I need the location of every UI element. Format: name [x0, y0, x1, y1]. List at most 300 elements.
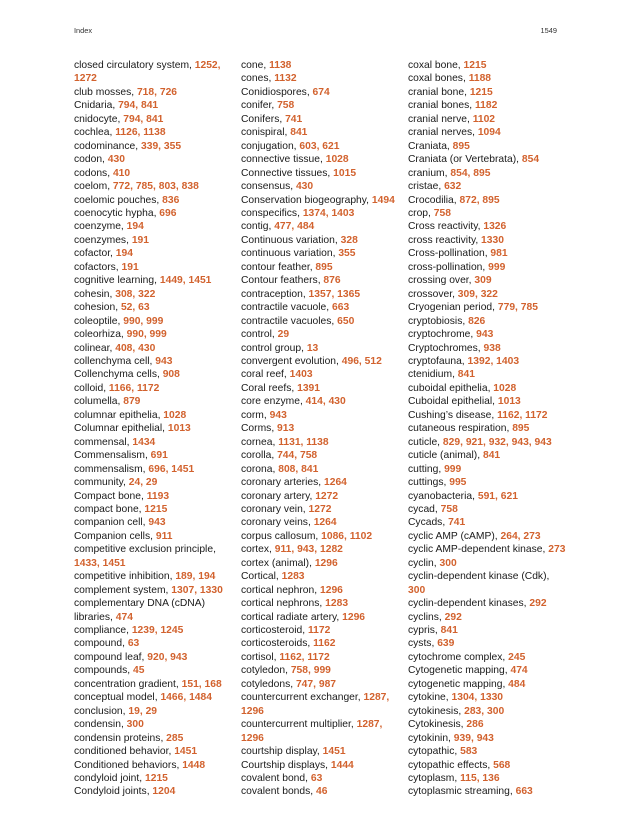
index-entry	[408, 153, 568, 166]
index-page-refs[interactable]: 826	[468, 315, 486, 327]
index-page-refs[interactable]: 1162, 1172	[279, 651, 330, 663]
index-page-refs[interactable]: 194	[115, 248, 133, 260]
index-column-1	[74, 59, 234, 799]
index-term: cnidocyte,	[74, 113, 124, 125]
index-term: crop,	[408, 207, 434, 219]
index-term: cranial nerves,	[408, 127, 478, 139]
index-page-refs[interactable]: 943	[476, 329, 494, 341]
index-page-refs[interactable]: 841	[457, 369, 475, 381]
index-entry	[74, 315, 234, 328]
index-term: codominance,	[74, 140, 141, 152]
index-page-refs[interactable]: 29	[277, 329, 290, 341]
index-page-refs[interactable]: 1013	[167, 423, 191, 435]
index-entry	[241, 718, 401, 745]
index-entry	[408, 543, 568, 556]
index-entry	[408, 759, 568, 772]
index-page-refs[interactable]: 1215	[144, 773, 168, 785]
index-page-refs[interactable]: 1304, 1330	[451, 692, 504, 704]
index-term: corona,	[241, 463, 279, 475]
index-entry	[241, 355, 401, 368]
index-term: cognitive learning,	[74, 275, 160, 287]
index-page-refs[interactable]: 45	[132, 665, 145, 677]
index-page-refs[interactable]: 1357, 1365	[308, 288, 361, 300]
index-page-refs[interactable]: 1188	[468, 73, 492, 85]
index-page-refs[interactable]: 744, 758	[277, 450, 318, 462]
index-page-refs[interactable]: 1451	[322, 746, 346, 758]
index-page-refs[interactable]: 115, 136	[460, 773, 500, 785]
index-page-refs[interactable]: 920, 943	[147, 651, 188, 663]
index-page-refs[interactable]: 981	[490, 248, 508, 260]
index-page-refs[interactable]: 1162, 1172	[497, 409, 548, 421]
index-term: compact bone,	[74, 503, 145, 515]
index-entry	[408, 422, 568, 435]
index-page-refs[interactable]: 1283	[325, 598, 349, 610]
index-term: cortisol,	[241, 651, 280, 663]
index-entry	[408, 705, 568, 718]
index-page-refs[interactable]: 63	[127, 638, 140, 650]
index-page-refs[interactable]: 674	[312, 86, 330, 98]
index-entry	[74, 140, 234, 153]
index-entry	[74, 651, 234, 664]
index-page-refs[interactable]: 836	[162, 194, 180, 206]
index-term: cyanobacteria,	[408, 490, 478, 502]
index-page-refs[interactable]: 1296	[342, 611, 366, 623]
index-page-refs[interactable]: 1391	[297, 382, 321, 394]
index-term: contour feather,	[241, 261, 316, 273]
index-page-refs[interactable]: 292	[529, 598, 547, 610]
index-page-refs[interactable]: 1264	[323, 477, 347, 489]
index-term: coxal bones,	[408, 73, 469, 85]
index-page-refs[interactable]: 794, 841	[118, 100, 159, 112]
index-term: Compact bone,	[74, 490, 147, 502]
index-page-refs[interactable]: 591, 621	[477, 490, 518, 502]
index-page-refs[interactable]: 650	[337, 315, 355, 327]
index-entry	[74, 503, 234, 516]
index-entry	[408, 328, 568, 341]
index-page-refs[interactable]: 583	[460, 746, 478, 758]
index-entry	[408, 691, 568, 704]
index-page-refs[interactable]: 568	[493, 759, 511, 771]
index-entry	[408, 490, 568, 503]
index-page-refs[interactable]: 1162	[313, 638, 336, 650]
index-page-refs[interactable]: 309, 322	[457, 288, 498, 300]
index-entry	[408, 624, 568, 637]
index-page-refs[interactable]: 1451	[174, 746, 198, 758]
index-entry	[241, 651, 401, 664]
index-page-refs[interactable]: 151, 168	[181, 678, 222, 690]
index-page-refs[interactable]: 1193	[146, 490, 170, 502]
index-page-refs[interactable]: 1138	[269, 60, 292, 71]
index-term: Coral reefs,	[241, 382, 298, 394]
index-page-refs[interactable]: 1434	[132, 436, 156, 448]
index-page-refs[interactable]: 1272	[308, 503, 332, 515]
index-page-refs[interactable]: 24, 29	[128, 477, 158, 489]
index-entry	[408, 637, 568, 650]
index-page-refs[interactable]: 908	[162, 369, 180, 381]
index-term: Cycads,	[408, 517, 449, 529]
index-page-refs[interactable]: 999	[444, 463, 462, 475]
index-page-refs[interactable]: 46	[316, 786, 328, 798]
index-page-refs[interactable]: 300	[439, 557, 457, 569]
index-page-refs[interactable]: 938	[483, 342, 501, 354]
index-page-refs[interactable]: 663	[332, 302, 350, 314]
index-entry	[408, 503, 568, 516]
index-term: columnar epithelia,	[74, 409, 164, 421]
index-entry	[241, 584, 401, 597]
index-page-refs[interactable]: 741	[448, 517, 466, 529]
index-page-refs[interactable]: 414, 430	[305, 396, 346, 408]
index-entry	[408, 220, 568, 233]
index-page-refs[interactable]: 1433, 1451	[74, 557, 126, 569]
index-page-refs[interactable]: 841	[482, 450, 501, 462]
index-term: continuous variation,	[241, 248, 339, 260]
index-page-refs[interactable]: 1287, 1296	[241, 719, 383, 744]
index-page-refs[interactable]: 283, 300	[464, 705, 505, 717]
index-term: cytogenetic mapping,	[408, 678, 509, 690]
index-page-refs[interactable]: 1126, 1138	[115, 127, 166, 139]
index-page-refs[interactable]: 1166, 1172	[108, 382, 160, 394]
index-entry	[241, 153, 401, 166]
index-term: conceptual model,	[74, 692, 161, 704]
index-entry	[74, 490, 234, 503]
index-entry	[74, 99, 234, 112]
index-term: Condyloid joints,	[74, 786, 153, 798]
index-page-refs[interactable]: 758, 999	[290, 665, 331, 677]
index-page-refs[interactable]: 691	[150, 450, 168, 462]
index-page-refs[interactable]: 990, 999	[123, 315, 164, 327]
index-page-refs[interactable]: 632	[444, 181, 462, 193]
index-entry	[408, 113, 568, 126]
index-page-refs[interactable]: 779, 785	[497, 302, 538, 314]
index-page-refs[interactable]: 300	[126, 719, 144, 731]
index-term: covalent bond,	[241, 773, 311, 785]
index-page-refs[interactable]: 1287, 1296	[241, 692, 390, 717]
index-page-refs[interactable]: 430	[295, 181, 314, 193]
index-page-refs[interactable]: 484	[508, 678, 526, 690]
index-page-refs[interactable]: 52, 63	[120, 302, 150, 314]
index-page-refs[interactable]: 300	[408, 584, 426, 596]
index-page-refs[interactable]: 1102	[472, 113, 496, 125]
index-page-refs[interactable]: 1466, 1484	[160, 692, 212, 704]
index-page-refs[interactable]: 1444	[330, 759, 354, 771]
index-page-refs[interactable]: 292	[444, 611, 462, 623]
index-page-refs[interactable]: 1215	[469, 86, 493, 98]
index-page-refs[interactable]: 1330	[481, 234, 504, 246]
index-page-refs[interactable]: 794, 841	[123, 113, 164, 125]
index-page-refs[interactable]: 876	[323, 275, 341, 287]
index-page-refs[interactable]: 1215	[144, 503, 168, 515]
index-term: connective tissue,	[241, 154, 326, 166]
index-page-refs[interactable]: 1392, 1403	[467, 355, 520, 367]
index-page-refs[interactable]: 308, 322	[115, 288, 156, 300]
index-term: crossing over,	[408, 275, 475, 287]
index-page-refs[interactable]: 1283	[281, 571, 305, 583]
index-entry	[408, 355, 568, 368]
index-page-refs[interactable]: 1013	[497, 396, 521, 408]
index-entry	[408, 664, 568, 677]
index-page-refs[interactable]: 772, 785, 803, 838	[112, 181, 199, 193]
index-entry	[241, 247, 401, 260]
index-entry	[74, 180, 234, 193]
index-page-refs[interactable]: 995	[449, 477, 467, 489]
index-page-refs[interactable]: 911, 943, 1282	[274, 544, 343, 556]
index-page-refs[interactable]: 943	[155, 355, 173, 367]
index-page-refs[interactable]: 63	[310, 773, 323, 785]
index-entry	[408, 732, 568, 745]
index-page-refs[interactable]: 1182	[474, 100, 498, 112]
index-entry	[408, 126, 568, 139]
index-page-refs[interactable]: 913	[277, 423, 295, 435]
index-term: cofactor,	[74, 248, 116, 260]
index-page-refs[interactable]: 273	[548, 544, 566, 556]
index-page-refs[interactable]: 1028	[163, 409, 187, 421]
index-entry	[74, 220, 234, 233]
index-term: Cryptochromes,	[408, 342, 484, 354]
index-page-refs[interactable]: 285	[166, 732, 184, 744]
index-entry	[241, 72, 401, 85]
index-page-refs[interactable]: 1307, 1330	[171, 584, 223, 596]
index-page-refs[interactable]: 895	[452, 140, 470, 152]
index-entry	[241, 234, 401, 247]
page-number: 1549	[540, 26, 557, 35]
index-page-refs[interactable]: 410	[112, 167, 131, 179]
index-page-refs[interactable]: 718, 726	[136, 86, 178, 98]
index-page-refs[interactable]: 879	[123, 396, 141, 408]
index-entry	[74, 207, 234, 220]
index-page-refs[interactable]: 872, 895	[459, 194, 500, 206]
index-page-refs[interactable]: 189, 194	[175, 571, 216, 583]
index-entry	[241, 691, 401, 718]
index-page-refs[interactable]: 696, 1451	[148, 463, 195, 475]
index-term: countercurrent exchanger,	[241, 692, 364, 704]
index-term: cytoplasmic streaming,	[408, 786, 516, 798]
index-entry	[408, 718, 568, 731]
index-page-refs[interactable]: 1272	[315, 490, 339, 502]
index-page-refs[interactable]: 758	[277, 100, 295, 112]
index-term: control,	[241, 329, 278, 341]
index-term: conispiral,	[241, 127, 291, 139]
index-page-refs[interactable]: 758	[433, 207, 451, 219]
index-term: core enzyme,	[241, 396, 306, 408]
index-page-refs[interactable]: 1403	[289, 369, 313, 381]
index-term: competitive inhibition,	[74, 571, 176, 583]
index-entry	[241, 409, 401, 422]
index-term: Cryogenian period,	[408, 302, 498, 314]
index-term: concentration gradient,	[74, 678, 182, 690]
index-term: compounds,	[74, 665, 133, 677]
index-term: corticosteroid,	[241, 625, 308, 637]
index-page-refs[interactable]: 1326	[483, 221, 507, 233]
index-term: cutting,	[408, 463, 445, 475]
index-page-refs[interactable]: 1296	[320, 584, 343, 596]
index-entry	[241, 449, 401, 462]
index-entry	[408, 611, 568, 624]
index-entry	[408, 557, 568, 570]
index-page-refs[interactable]: 19, 29	[128, 705, 158, 717]
index-term: cyclins,	[408, 611, 445, 623]
index-page-refs[interactable]: 477, 484	[274, 221, 315, 233]
index-page-refs[interactable]: 1028	[325, 154, 349, 166]
index-page-refs[interactable]: 496, 512	[341, 355, 382, 367]
index-page-refs[interactable]: 1094	[477, 127, 501, 139]
index-term: cortical nephrons,	[241, 598, 326, 610]
index-term: contraception,	[241, 288, 309, 300]
index-page-refs[interactable]: 943	[148, 517, 166, 529]
index-page-refs[interactable]: 1028	[493, 382, 517, 394]
index-page-refs[interactable]: 430	[107, 154, 125, 166]
index-entry	[241, 664, 401, 677]
index-page-refs[interactable]: 603, 621	[299, 140, 340, 152]
index-entry	[241, 301, 401, 314]
index-term: cutaneous respiration,	[408, 423, 513, 435]
index-page-refs[interactable]: 1132	[274, 73, 297, 85]
index-term: coelomic pouches,	[74, 194, 163, 206]
index-term: cytokinesis,	[408, 705, 465, 717]
index-entry	[74, 194, 234, 207]
index-term: codons,	[74, 167, 113, 179]
index-entry	[241, 624, 401, 637]
index-page-refs[interactable]: 1252, 1272	[74, 60, 221, 85]
index-page-refs[interactable]: 1449, 1451	[159, 275, 212, 287]
index-term: cotyledon,	[241, 665, 291, 677]
index-entry	[408, 315, 568, 328]
index-term: companion cell,	[74, 517, 149, 529]
index-page-refs[interactable]: 943	[269, 409, 287, 421]
index-entry	[241, 476, 401, 489]
index-term: condyloid joint,	[74, 773, 145, 785]
index-page-refs[interactable]: 309	[474, 275, 492, 287]
index-entry	[408, 247, 568, 260]
index-page-refs[interactable]: 663	[515, 786, 533, 798]
index-page-refs[interactable]: 696	[159, 207, 177, 219]
index-term: cross-pollination,	[408, 261, 489, 273]
index-page-refs[interactable]: 1374, 1403	[302, 207, 355, 219]
index-entry	[408, 476, 568, 489]
index-page-refs[interactable]: 808, 841	[278, 463, 319, 475]
index-page-refs[interactable]: 286	[466, 719, 484, 731]
index-page-refs[interactable]: 999	[488, 261, 506, 273]
index-entry	[408, 449, 568, 462]
index-term: ctenidium,	[408, 369, 458, 381]
index-page-refs[interactable]: 895	[315, 261, 333, 273]
index-entry	[74, 516, 234, 529]
index-page-refs[interactable]: 747, 987	[295, 678, 337, 690]
index-term: countercurrent multiplier,	[241, 719, 357, 731]
index-page-refs[interactable]: 1494	[371, 194, 395, 206]
index-page-refs[interactable]: 191	[131, 234, 149, 246]
index-page-refs[interactable]: 328	[340, 234, 358, 246]
index-entry	[241, 99, 401, 112]
index-page-refs[interactable]: 639	[437, 638, 455, 650]
index-entry	[408, 463, 568, 476]
index-term: Companion cells,	[74, 530, 156, 542]
index-page-refs[interactable]: 911	[155, 530, 173, 542]
index-page-refs[interactable]: 1204	[152, 786, 176, 798]
index-entry	[408, 301, 568, 314]
index-page-refs[interactable]: 1239, 1245	[131, 625, 184, 637]
index-page-refs[interactable]: 1296	[314, 557, 338, 569]
index-entry	[74, 113, 234, 126]
index-page-refs[interactable]: 13	[306, 342, 319, 354]
index-term: cyclic AMP (cAMP),	[408, 530, 501, 542]
index-entry	[74, 86, 234, 99]
index-entry	[241, 516, 401, 529]
index-entry	[408, 288, 568, 301]
index-page-refs[interactable]: 758	[440, 503, 458, 515]
index-page-refs[interactable]: 408, 430	[115, 342, 156, 354]
index-entry	[408, 72, 568, 85]
index-entry	[241, 207, 401, 220]
index-term: conditioned behavior,	[74, 746, 175, 758]
index-page-refs[interactable]: 854, 895	[450, 167, 491, 179]
index-term: condensin proteins,	[74, 732, 167, 744]
index-page-refs[interactable]: 741	[285, 113, 303, 125]
index-term: cytochrome complex,	[408, 651, 509, 663]
index-term: cranial nerve,	[408, 113, 473, 125]
index-page-refs[interactable]: 1015	[333, 167, 357, 179]
index-term: Crocodilia,	[408, 194, 460, 206]
index-page-refs[interactable]: 939, 943	[453, 732, 494, 744]
index-term: cortex (animal),	[241, 557, 315, 569]
index-page-refs[interactable]: 841	[440, 625, 458, 637]
index-page-refs[interactable]: 1264	[313, 517, 337, 529]
index-term: Cross reactivity,	[408, 221, 484, 233]
index-page-refs[interactable]: 841	[290, 127, 308, 139]
index-page-refs[interactable]: 355	[338, 248, 356, 260]
index-page-refs[interactable]: 339, 355	[140, 140, 182, 152]
index-entry	[241, 113, 401, 126]
index-page-refs[interactable]: 264, 273	[500, 530, 541, 542]
index-entry	[408, 651, 568, 664]
index-page-refs[interactable]: 1131, 1138	[278, 436, 329, 448]
index-page-refs[interactable]: 474	[510, 665, 528, 677]
index-entry	[408, 570, 568, 597]
index-page-refs[interactable]: 194	[126, 221, 144, 233]
index-page-refs[interactable]: 854	[521, 154, 540, 166]
index-entry	[74, 395, 234, 408]
index-entry	[74, 664, 234, 677]
index-page-refs[interactable]: 1172	[307, 625, 331, 637]
index-term: cranial bones,	[408, 100, 475, 112]
index-page-refs[interactable]: 474	[115, 611, 133, 623]
index-term: cortex,	[241, 544, 275, 556]
index-entry	[74, 624, 234, 637]
index-term: Conditioned behaviors,	[74, 759, 183, 771]
index-term: cones,	[241, 73, 275, 85]
index-page-refs[interactable]: 191	[121, 261, 139, 273]
index-term: cotyledons,	[241, 678, 296, 690]
index-term: community,	[74, 477, 129, 489]
index-entry	[408, 368, 568, 381]
index-entry	[241, 126, 401, 139]
index-term: columella,	[74, 396, 124, 408]
index-page-refs[interactable]: 829, 921, 932, 943, 943	[442, 436, 552, 448]
index-term: cornea,	[241, 436, 279, 448]
index-page-refs[interactable]: 1448	[182, 759, 206, 771]
index-term: Cross-pollination,	[408, 248, 491, 260]
index-entry	[74, 247, 234, 260]
index-page-refs[interactable]: 990, 999	[126, 329, 167, 341]
running-head	[74, 26, 557, 35]
index-column-2	[241, 59, 401, 799]
index-page-refs[interactable]: 1086, 1102	[321, 530, 373, 542]
index-entry	[74, 678, 234, 691]
index-page-refs[interactable]: 1215	[463, 60, 487, 71]
index-page-refs[interactable]: 895	[512, 423, 530, 435]
index-page-refs[interactable]: 245	[508, 651, 526, 663]
index-entry	[74, 584, 234, 597]
index-term: condensin,	[74, 719, 127, 731]
